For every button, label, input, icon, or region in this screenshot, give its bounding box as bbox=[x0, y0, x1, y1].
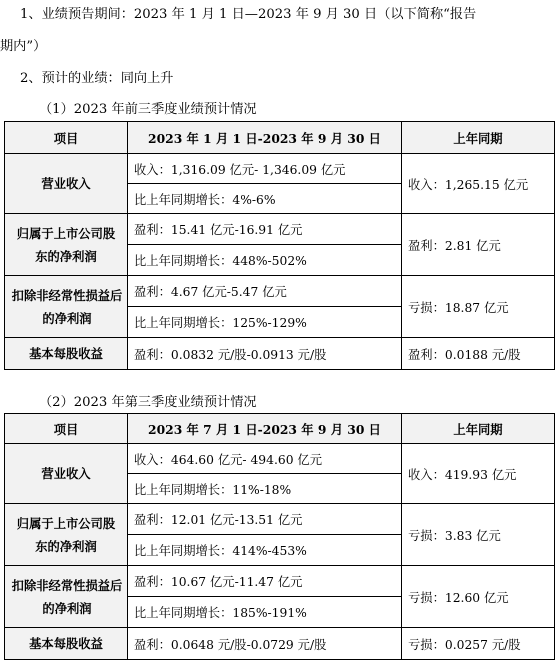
row-label-revenue: 营业收入 bbox=[5, 154, 128, 214]
cell-prior: 亏损：0.0257 元/股 bbox=[402, 628, 555, 660]
cell-current: 盈利：0.0832 元/股-0.0913 元/股 bbox=[128, 338, 402, 370]
cell-current: 收入：1,316.09 亿元- 1,346.09 亿元 bbox=[128, 154, 402, 184]
header-prior-period: 上年同期 bbox=[402, 122, 555, 154]
row-label-eps: 基本每股收益 bbox=[5, 628, 128, 660]
forecast-period-line-cont: 期内”） bbox=[0, 39, 47, 54]
cell-growth: 比上年同期增长：185%-191% bbox=[128, 597, 402, 628]
table-row bbox=[5, 504, 555, 535]
cell-current: 盈利：4.67 亿元-5.47 亿元 bbox=[128, 276, 402, 307]
row-label-net-profit: 归属于上市公司股东的净利润 bbox=[5, 504, 128, 566]
forecast-direction-line: 2、预计的业绩：同向上升 bbox=[20, 71, 174, 86]
row-label-adjusted-profit: 扣除非经常性损益后的净利润 bbox=[5, 566, 128, 628]
cell-prior: 收入：419.93 亿元 bbox=[402, 444, 555, 504]
header-current-period: 2023 年 1 月 1 日-2023 年 9 月 30 日 bbox=[128, 122, 402, 154]
table1-caption: （1）2023 年前三季度业绩预计情况 bbox=[39, 102, 257, 117]
row-label-net-profit: 归属于上市公司股东的净利润 bbox=[5, 214, 128, 276]
cell-prior: 亏损：18.87 亿元 bbox=[402, 276, 555, 338]
cell-prior: 盈利：0.0188 元/股 bbox=[402, 338, 555, 370]
header-item: 项目 bbox=[5, 414, 128, 444]
cell-growth: 比上年同期增长：4%-6% bbox=[128, 184, 402, 214]
table2-header-row bbox=[5, 414, 555, 444]
cell-prior: 收入：1,265.15 亿元 bbox=[402, 154, 555, 214]
header-current-period: 2023 年 7 月 1 日-2023 年 9 月 30 日 bbox=[128, 414, 402, 444]
forecast-period-line: 1、业绩预告期间：2023 年 1 月 1 日—2023 年 9 月 30 日（以下简称“报告 bbox=[20, 7, 477, 22]
table-row bbox=[5, 338, 555, 370]
header-item: 项目 bbox=[5, 122, 128, 154]
table-row bbox=[5, 566, 555, 597]
row-label-eps: 基本每股收益 bbox=[5, 338, 128, 370]
table1 bbox=[4, 121, 555, 370]
cell-prior: 亏损：12.60 亿元 bbox=[402, 566, 555, 628]
row-label-revenue: 营业收入 bbox=[5, 444, 128, 504]
cell-current: 盈利：12.01 亿元-13.51 亿元 bbox=[128, 504, 402, 535]
table1-header-row bbox=[5, 122, 555, 154]
cell-growth: 比上年同期增长：125%-129% bbox=[128, 307, 402, 338]
table2 bbox=[4, 413, 555, 660]
table-row bbox=[5, 214, 555, 245]
cell-current: 收入：464.60 亿元- 494.60 亿元 bbox=[128, 444, 402, 474]
cell-growth: 比上年同期增长：448%-502% bbox=[128, 245, 402, 276]
row-label-adjusted-profit: 扣除非经常性损益后的净利润 bbox=[5, 276, 128, 338]
cell-growth: 比上年同期增长：414%-453% bbox=[128, 535, 402, 566]
cell-current: 盈利：15.41 亿元-16.91 亿元 bbox=[128, 214, 402, 245]
cell-current: 盈利：0.0648 元/股-0.0729 元/股 bbox=[128, 628, 402, 660]
header-prior-period: 上年同期 bbox=[402, 414, 555, 444]
table2-caption: （2）2023 年第三季度业绩预计情况 bbox=[39, 395, 257, 410]
cell-prior: 盈利：2.81 亿元 bbox=[402, 214, 555, 276]
table-row bbox=[5, 154, 555, 184]
cell-growth: 比上年同期增长：11%-18% bbox=[128, 474, 402, 504]
table-row bbox=[5, 444, 555, 474]
cell-current: 盈利：10.67 亿元-11.47 亿元 bbox=[128, 566, 402, 597]
table-row bbox=[5, 628, 555, 660]
table-row bbox=[5, 276, 555, 307]
cell-prior: 亏损：3.83 亿元 bbox=[402, 504, 555, 566]
